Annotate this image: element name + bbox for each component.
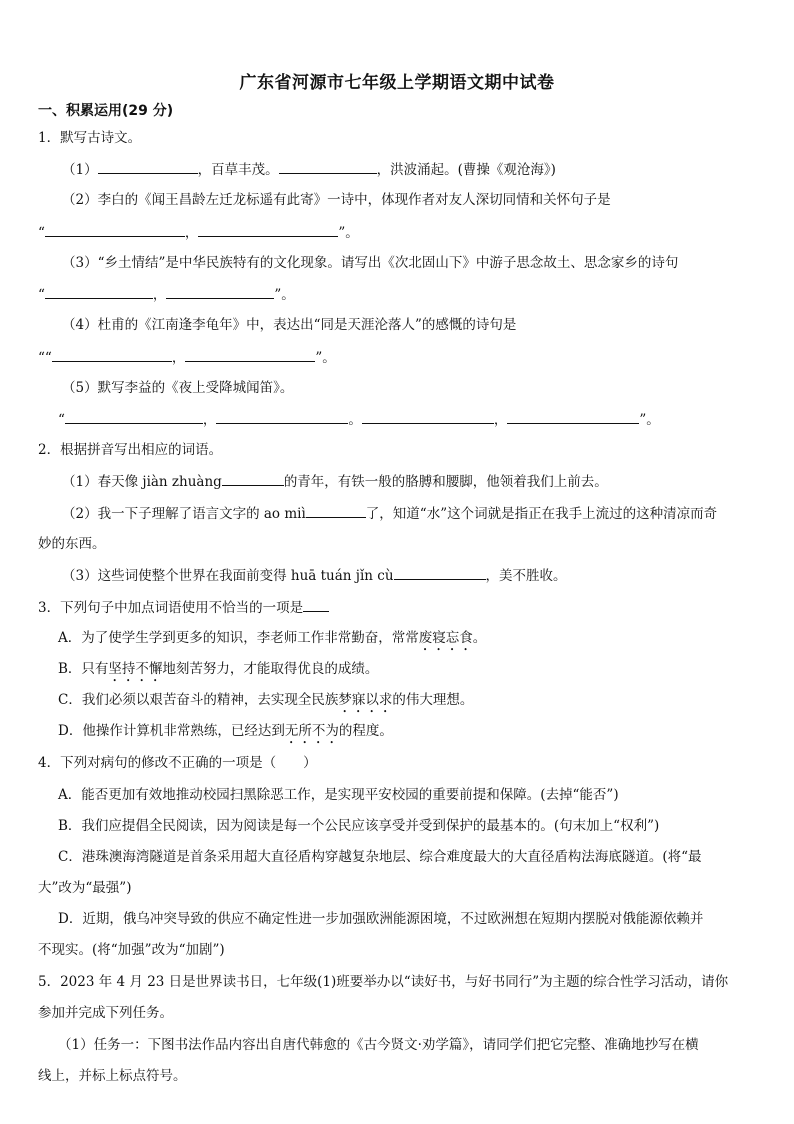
answer-blank[interactable]: [45, 284, 153, 299]
answer-blank[interactable]: [52, 347, 172, 362]
quote-mark: ““: [38, 350, 52, 366]
q5-task1-cont: 线上，并标上标点符号。: [38, 1068, 187, 1084]
q1-part4-answer: [38, 347, 756, 368]
q2-s1-rest: 的青年，有铁一般的胳膊和腰脚，他领着我们上前去。: [283, 474, 608, 490]
q1-part5: （5）默写李益的《夜上受降城闻笛》。: [62, 380, 294, 396]
q2-sentence2-cont: 妙的东西。: [38, 536, 106, 552]
q4-option-b[interactable]: B．我们应提倡全民阅读，因为阅读是每一个公民应该享受并受到保护的最基本的。(句末加上“权利”): [58, 818, 660, 834]
option-text: C．我们必须以艰苦奋斗的精神，去实现全民族: [58, 692, 339, 708]
comma: ，: [152, 287, 167, 303]
option-text: 的伟大理想。: [392, 692, 474, 708]
quote-mark: ”。: [315, 350, 336, 366]
q2-s2-rest: 了，知道“水”这个词就是指正在我手上流过的这种清凉而奇: [365, 506, 718, 522]
option-text: B．只有: [58, 661, 109, 677]
quote-mark: ”。: [338, 225, 359, 241]
option-text: 的程度。: [338, 723, 393, 739]
page-title: 广东省河源市七年级上学期语文期中试卷: [239, 73, 555, 93]
q1-part1-label: （1）: [62, 162, 98, 178]
answer-blank[interactable]: [185, 347, 315, 362]
q1-part2: （2）李白的《闻王昌龄左迁龙标遥有此寄》一诗中，体现作者对友人深切同情和关怀句子是: [62, 192, 611, 208]
q1-part1-text: ，百草丰茂。: [197, 162, 279, 178]
q3-option-c[interactable]: [58, 690, 756, 716]
answer-blank[interactable]: [303, 597, 329, 612]
q3-option-a[interactable]: [58, 628, 756, 654]
q1-part3: （3）“乡土情结”是中华民族特有的文化现象。请写出《次北固山下》中游子思念故土、思念家乡的诗句: [62, 255, 679, 271]
q1-part1-source: ，洪波涌起。(曹操《观沧海》): [376, 162, 556, 178]
q5-task1: （1）任务一：下图书法作品内容出自唐代韩愈的《古今贤文·劝学篇》，请同学们把它完整、准确地抄写在横: [58, 1037, 699, 1053]
section-heading-1: 一、积累运用(29 分): [38, 103, 174, 119]
answer-blank[interactable]: [216, 409, 348, 424]
q5-stem: 5．2023 年 4 月 23 日是世界读书日，七年级(1)班要举办以“读好书，与好书同行”为主题的综合性学习活动，请你: [38, 974, 729, 990]
q2-stem: 2．根据拼音写出相应的词语。: [38, 442, 223, 458]
comma: ，: [171, 350, 186, 366]
answer-blank[interactable]: [362, 409, 494, 424]
q4-option-c-cont: 大”改为“最强”): [38, 880, 132, 896]
answer-blank[interactable]: [507, 409, 639, 424]
option-text: 地刻苦努力，才能取得优良的成绩。: [162, 661, 379, 677]
comma: ，: [202, 412, 217, 428]
quote-mark: ”。: [274, 287, 295, 303]
q2-s2-text: （2）我一下子理解了语言文字的 ao miì: [62, 506, 306, 522]
period: 。: [348, 412, 362, 428]
q3-stem-text: 3．下列句子中加点词语使用不恰当的一项是: [38, 600, 304, 616]
answer-blank[interactable]: [198, 222, 338, 237]
q4-option-c[interactable]: C．港珠澳海湾隧道是首条采用超大直径盾构穿越复杂地层、综合难度最大的大直径盾构法海底隧道。(将“最: [58, 849, 702, 865]
quote-mark: “: [38, 225, 45, 241]
q5-stem-cont: 参加并完成下列任务。: [38, 1005, 173, 1021]
q2-sentence1: [62, 471, 756, 492]
q2-sentence3: [62, 565, 756, 586]
q1-part5-answer: [58, 409, 756, 430]
q2-s1-text: （1）春天像 jiàn zhuàng: [62, 474, 222, 490]
q1-stem: 1．默写古诗文。: [38, 130, 142, 146]
q3-stem: [38, 597, 756, 618]
q4-stem: 4．下列对病句的修改不正确的一项是（ ）: [38, 755, 317, 771]
dotted-term: 坚持不懈: [108, 661, 163, 677]
dotted-term: 废寝忘食: [418, 630, 473, 646]
q2-s3-rest: ，美不胜收。: [485, 568, 567, 584]
q1-part4: （4）杜甫的《江南逢李龟年》中，表达出“同是天涯沦落人”的感慨的诗句是: [62, 317, 517, 333]
q3-option-d[interactable]: [58, 721, 756, 747]
q4-option-a[interactable]: A．能否更加有效地推动校园扫黑除恶工作，是实现平安校园的重要前提和保障。(去掉“能否”): [58, 787, 619, 803]
answer-blank[interactable]: [65, 409, 203, 424]
q4-option-d-cont: 不现实。(将“加强”改为“加剧”): [38, 942, 225, 958]
answer-blank[interactable]: [98, 159, 198, 174]
q1-part3-answer: [38, 284, 756, 305]
q2-sentence2: [62, 503, 756, 524]
q2-s3-text: （3）这些词使整个世界在我面前变得 huā tuán jǐn cù: [62, 568, 394, 584]
answer-blank[interactable]: [166, 284, 274, 299]
option-text: A．为了使学生学到更多的知识，李老师工作非常勤奋，常常: [58, 630, 419, 646]
q1-part2-answer: [38, 222, 756, 243]
quote-mark: ”。: [639, 412, 660, 428]
option-text: 。: [472, 630, 487, 646]
quote-mark: “: [58, 412, 65, 428]
quote-mark: “: [38, 287, 45, 303]
q4-option-d[interactable]: D．近期，俄乌冲突导致的供应不确定性进一步加强欧洲能源困境，不过欧洲想在短期内摆脱对俄能源依赖并: [58, 911, 704, 927]
comma: ，: [184, 225, 199, 241]
dotted-term: 梦寐以求: [338, 692, 393, 708]
comma: ，: [493, 412, 508, 428]
answer-blank[interactable]: [394, 565, 486, 580]
q1-part1: [62, 159, 756, 180]
answer-blank[interactable]: [45, 222, 185, 237]
q3-option-b[interactable]: [58, 659, 756, 685]
answer-blank[interactable]: [306, 503, 366, 518]
dotted-term: 无所不为: [284, 723, 339, 739]
answer-blank[interactable]: [222, 471, 284, 486]
answer-blank[interactable]: [279, 159, 377, 174]
option-text: D．他操作计算机非常熟练，已经达到: [58, 723, 285, 739]
